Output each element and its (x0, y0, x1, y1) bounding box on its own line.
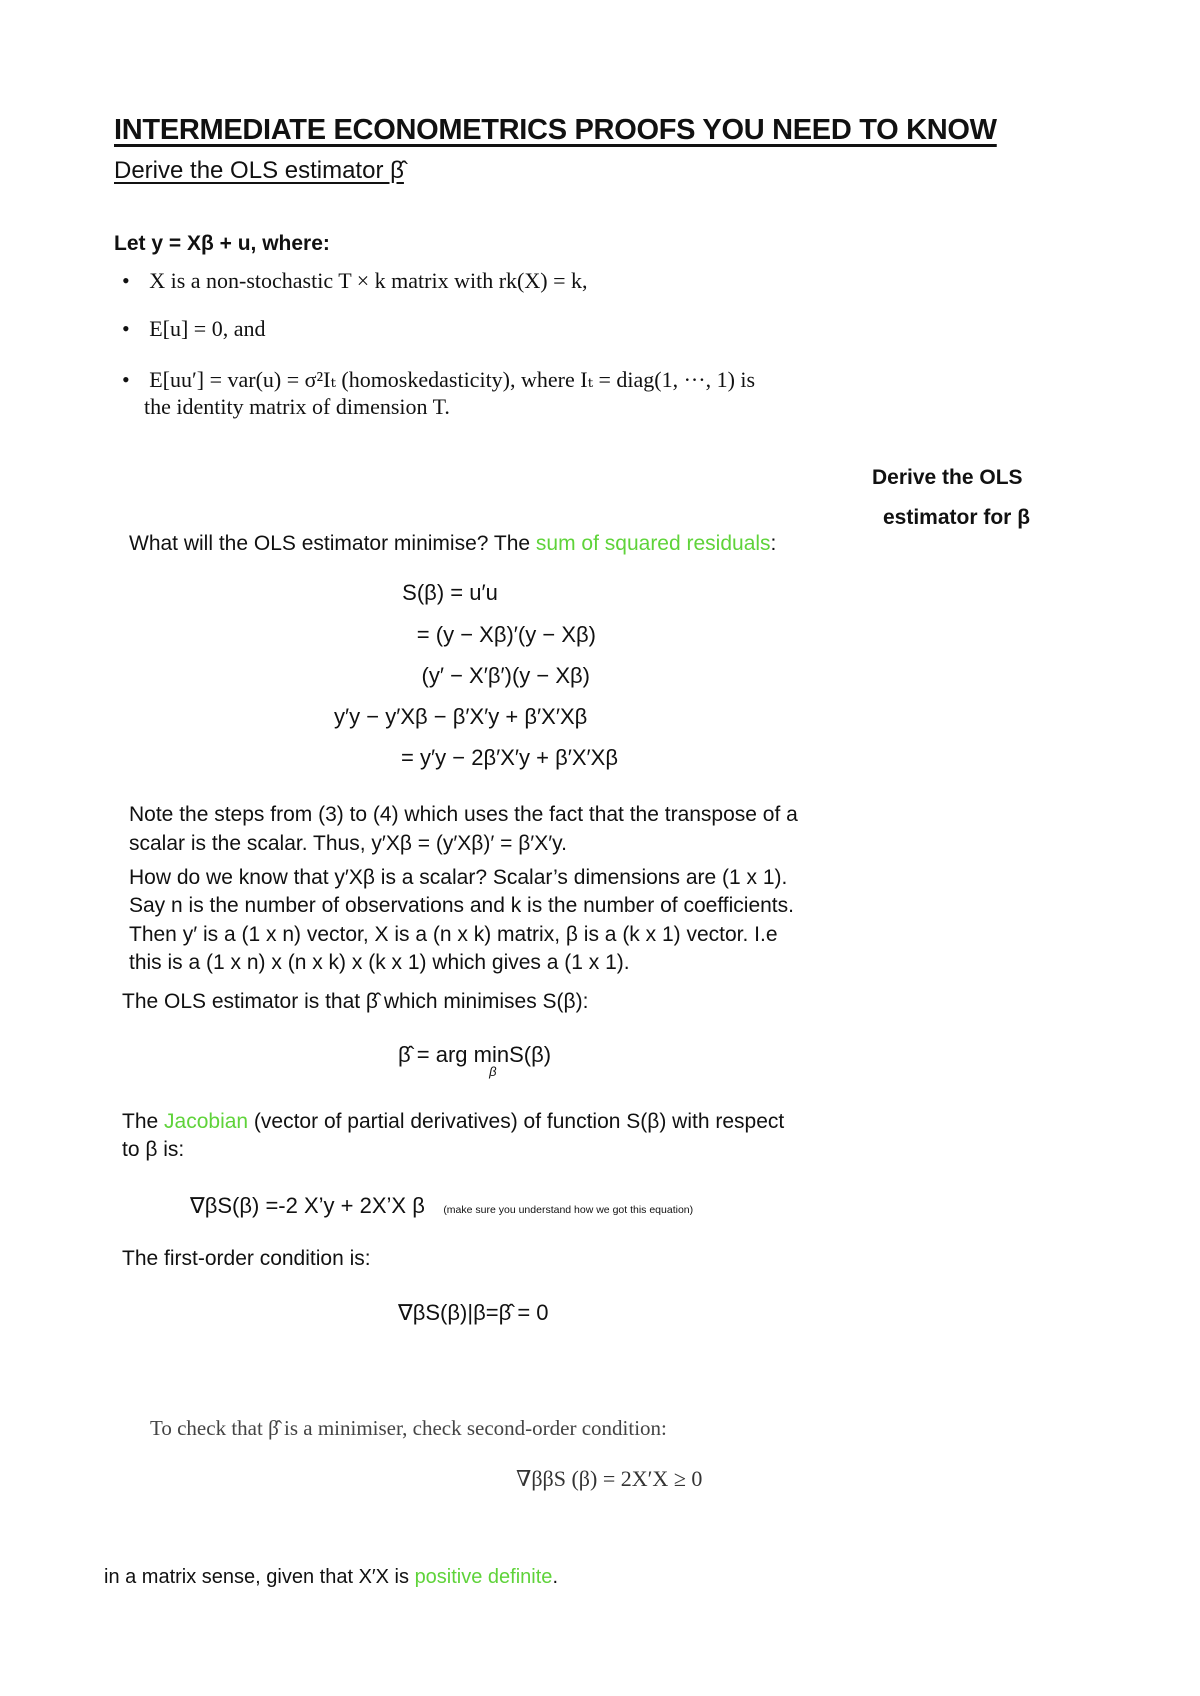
side-note-line-2: estimator for β (883, 506, 1031, 529)
objective-colon: : (770, 532, 777, 555)
foc-statement: The first-order condition is: (122, 1247, 371, 1270)
argmin-subscript: β (489, 1064, 497, 1079)
jacobian-statement (122, 1110, 784, 1134)
note-line-1: Note the steps from (3) to (4) which uses the fact that the transpose of a (129, 803, 798, 826)
side-note-line-1: Derive the OLS (872, 466, 1023, 489)
argmin-equation (398, 1042, 552, 1079)
soc-equation: ∇ββS (β) = 2X′X ≥ 0 (516, 1466, 703, 1491)
section-heading: Derive the OLS estimator β̂ (114, 157, 404, 184)
argmin-lhs: β̂ = arg min (398, 1042, 510, 1067)
bullet-marker: • (122, 316, 130, 341)
bullet-row-3 (122, 367, 755, 393)
objective-question-text: What will the OLS estimator minimise? The (129, 532, 536, 555)
bullet-item-3-continued: the identity matrix of dimension T. (144, 394, 450, 419)
jacobian-post: (vector of partial derivatives) of function S(β) with respect (248, 1110, 785, 1133)
bullet-marker: • (122, 268, 130, 293)
note-line-5: Then y′ is a (1 x n) vector, X is a (n x k) matrix, β is a (k x 1) vector. I.e (129, 923, 778, 946)
note-line-6: this is a (1 x n) x (n x k) x (k x 1) which gives a (1 x 1). (129, 951, 630, 974)
objective-question (129, 532, 776, 556)
foc-equation: ∇βS(β)|β=β̂ = 0 (398, 1300, 549, 1325)
note-line-4: Say n is the number of observations and k is the number of coefficients. (129, 894, 794, 917)
bullet-list (122, 268, 587, 294)
ssr-highlight: sum of squared residuals (535, 532, 771, 555)
equation-line-2: = (y − Xβ)′(y − Xβ) (416, 622, 596, 647)
estimator-statement: The OLS estimator is that β̂ which minimises S(β): (122, 990, 589, 1013)
model-intro: Let y = Xβ + u, where: (114, 232, 330, 255)
equation-line-5: = y′y − 2β′X′y + β′X′Xβ (401, 745, 618, 770)
conclusion-pre: in a matrix sense, given that X′X is (104, 1566, 415, 1588)
conclusion-post: . (552, 1566, 558, 1588)
conclusion (104, 1566, 558, 1589)
soc-statement: To check that β̂ is a minimiser, check second-order condition: (150, 1416, 667, 1440)
jacobian-pre: The (122, 1110, 165, 1133)
bullet-row-2 (122, 316, 265, 342)
equation-line-4: y′y − y′Xβ − β′X′y + β′X′Xβ (334, 704, 588, 729)
bullet-item-2: E[u] = 0, and (149, 316, 266, 341)
equation-line-1: S(β) = u′u (402, 580, 498, 605)
jacobian-equation: ∇βS(β) =-2 X’y + 2X’X β (190, 1193, 425, 1218)
equation-line-3: (y′ − X′β′)(y − Xβ) (421, 663, 590, 688)
note-line-2: scalar is the scalar. Thus, y′Xβ = (y′Xβ)′ = β′X′y. (129, 832, 567, 855)
bullet-item-3: E[uu′] = var(u) = σ²Iₜ (homoskedasticity), where Iₜ = diag(1, ···, 1) is (149, 367, 756, 392)
jacobian-highlight: Jacobian (164, 1110, 249, 1133)
argmin-rhs: S(β) (509, 1042, 552, 1067)
jacobian-note: (make sure you understand how we got this equation) (443, 1204, 694, 1216)
positive-definite-highlight: positive definite (414, 1566, 553, 1588)
bullet-marker: • (122, 367, 130, 392)
jacobian-line-2: to β is: (122, 1138, 185, 1161)
note-line-3: How do we know that y′Xβ is a scalar? Scalar’s dimensions are (1 x 1). (129, 866, 788, 889)
document-title: INTERMEDIATE ECONOMETRICS PROOFS YOU NEED TO KNOW (114, 114, 997, 146)
jacobian-equation-row (190, 1193, 693, 1219)
bullet-item-1: X is a non-stochastic T × k matrix with rk(X) = k, (149, 268, 588, 293)
